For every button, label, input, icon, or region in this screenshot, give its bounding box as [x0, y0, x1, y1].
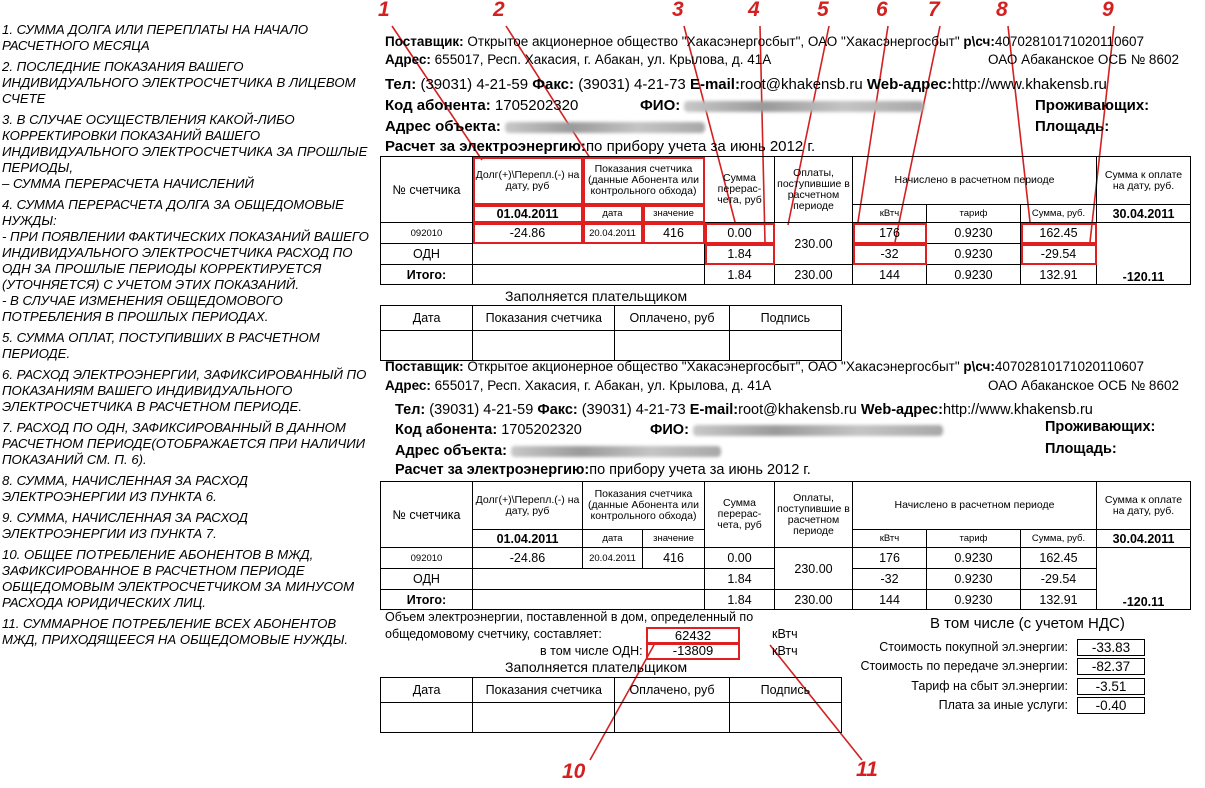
total-kwh: 144: [853, 590, 927, 610]
marker-6: 6: [876, 0, 888, 21]
tel-label: Тел:: [385, 76, 417, 93]
vat-item-2-value: -82.37: [1077, 658, 1145, 675]
col-paid: Оплаты, поступившие в расчетном периоде: [775, 157, 853, 223]
row1-date: 20.04.2011: [583, 223, 643, 244]
code-label: Код абонента:: [385, 97, 491, 114]
note-1: 1. СУММА ДОЛГА ИЛИ ПЕРЕПЛАТЫ НА НАЧАЛО РАСЧЕТНОГО МЕСЯЦА: [2, 22, 309, 53]
email-label: E-mail:: [689, 76, 740, 93]
col-charged: Начислено в расчетном периоде: [853, 482, 1097, 530]
row2-sum: -29.54: [1021, 569, 1097, 590]
total-recalc: 1.84: [705, 265, 775, 285]
email-label: E-mail:: [689, 402, 739, 418]
total-due: -120.11: [1097, 548, 1191, 610]
note-4: 4. СУММА ПЕРЕРАСЧЕТА ДОЛГА ЗА ОБЩЕДОМОВЫЕ НУЖДЫ: - ПРИ ПОЯВЛЕНИИ ФАКТИЧЕСКИХ ПОКАЗАНИЙ ВАШЕГО ИНДИВИДУАЛЬНОГО ЭЛЕКТРОСЧЕТЧИКА РАСХОД ПО ОДН ЗА ПРОШЛЫЕ ПЕРИОДЫ КОРРЕКТИРУЕТСЯ (УТОЧНЯЕТСЯ) С УЧЕТОМ ЭТИХ ПОКАЗАНИЙ. - В СЛУЧАЕ ИЗМЕНЕНИЯ ОБЩЕДОМОВОГО ПОТРЕБЛЕНИЯ В ПРОШЛЫХ ПЕРИОДАХ.: [2, 197, 369, 324]
supplier-name: Открытое акционерное общество "Хакасэнергосбыт", ОАО "Хакасэнергосбыт": [467, 359, 960, 374]
note-8: 8. СУММА, НАЧИСЛЕННАЯ ЗА РАСХОД ЭЛЕКТРОЭНЕРГИИ ИЗ ПУНКТА 6.: [2, 473, 248, 504]
bill-table: [380, 481, 1191, 610]
row1-recalc: 0.00: [705, 223, 775, 244]
col-meter: № счетчика: [381, 482, 473, 548]
col-recalc: Сумма перерас-чета, руб: [705, 482, 775, 548]
address-label: Адрес:: [385, 52, 431, 67]
supplier-label: Поставщик:: [385, 359, 464, 374]
fax-label: Факс:: [537, 402, 578, 418]
house-line2: общедомовому счетчику, составляет:: [385, 627, 602, 641]
note-5: 5. СУММА ОПЛАТ, ПОСТУПИВШИХ В РАСЧЕТНОМ ПЕРИОДЕ.: [2, 330, 320, 361]
fax-value: (39031) 4-21-73: [578, 76, 686, 93]
payer-col-date: Дата: [381, 678, 473, 703]
marker-10: 10: [562, 760, 586, 783]
fax-label: Факс:: [532, 76, 575, 93]
total-recalc: 1.84: [705, 590, 775, 610]
vat-item-1-value: -33.83: [1077, 639, 1145, 656]
payer-date-cell[interactable]: [381, 703, 473, 733]
account-label: р\сч:: [963, 34, 995, 49]
total-label: Итого:: [381, 265, 473, 285]
code-value: 1705202320: [501, 422, 582, 438]
fio-redacted: [693, 425, 943, 436]
row1-value: 416: [643, 548, 705, 569]
marker-7: 7: [928, 0, 940, 21]
total-sum: 132.91: [1021, 590, 1097, 610]
bill-lower: [380, 357, 1195, 713]
web-value: http://www.khakensb.ru: [951, 76, 1107, 93]
row2-tariff: 0.9230: [927, 244, 1021, 265]
object-redacted: [505, 122, 705, 133]
row1-value: 416: [643, 223, 705, 244]
total-due-date: 30.04.2011: [1097, 530, 1191, 548]
row1-paid: 230.00: [775, 223, 853, 265]
fio-label: ФИО:: [640, 97, 681, 114]
house-line1: Объем электроэнергии, поставленной в дом, определенный по: [385, 610, 754, 624]
marker-8: 8: [996, 0, 1008, 21]
address-value: 655017, Респ. Хакасия, г. Абакан, ул. Крылова, д. 41А: [434, 378, 772, 393]
col-total-due: Сумма к оплате на дату, руб.: [1097, 482, 1191, 530]
area-label: Площадь:: [1045, 441, 1117, 457]
payer-sign-cell[interactable]: [729, 331, 841, 361]
house-odn-unit: кВтч: [772, 644, 798, 658]
marker-11: 11: [856, 758, 878, 781]
account-label: р\сч:: [963, 359, 995, 374]
payer-col-readings: Показания счетчика: [473, 306, 615, 331]
row2-recalc: 1.84: [705, 569, 775, 590]
vat-item-2-label: Стоимость по передаче эл.энергии:: [860, 659, 1068, 673]
row2-sum: -29.54: [1021, 244, 1097, 265]
house-total-value: 62432: [646, 627, 740, 645]
payer-col-readings: Показания счетчика: [473, 678, 615, 703]
bank-name: ОАО Абаканское ОСБ № 8602: [988, 378, 1179, 393]
vat-item-1-label: Стоимость покупной эл.энергии:: [879, 640, 1068, 654]
row2-kwh: -32: [853, 244, 927, 265]
total-label: Итого:: [381, 590, 473, 610]
col-kwh: кВтч: [853, 205, 927, 223]
payer-col-sign: Подпись: [729, 306, 841, 331]
total-due-date: 30.04.2011: [1097, 205, 1191, 223]
col-value: значение: [643, 205, 705, 223]
account-number: 40702810171020110607: [994, 359, 1145, 374]
object-label: Адрес объекта:: [395, 443, 508, 459]
email-value: root@khakensb.ru: [739, 76, 863, 93]
total-due: -120.11: [1097, 223, 1191, 285]
payer-col-paid: Оплачено, руб: [615, 678, 729, 703]
object-label: Адрес объекта:: [385, 118, 501, 135]
note-10: 10. ОБЩЕЕ ПОТРЕБЛЕНИЕ АБОНЕНТОВ В МЖД, ЗАФИКСИРОВАННОЕ В РАСЧЕТНОМ ПЕРИОДЕ ОБЩЕДОМОВЫМ ЭЛЕКТРОСЧЕТЧИКОМ ЗА МИНУСОМ РАСХОДА ЮРИДИЧЕСКИХ ЛИЦ.: [2, 547, 355, 610]
object-redacted: [511, 446, 721, 457]
note-11: 11. СУММАРНОЕ ПОТРЕБЛЕНИЕ ВСЕХ АБОНЕНТОВ МЖД, ПРИХОДЯЩЕЕСЯ НА ОБЩЕДОМОВЫЕ НУЖДЫ.: [2, 616, 349, 647]
residents-label: Проживающих:: [1045, 419, 1156, 435]
note-6: 6. РАСХОД ЭЛЕКТРОЭНЕРГИИ, ЗАФИКСИРОВАННЫЙ ПО ПОКАЗАНИЯМ ВАШЕГО ИНДИВИДУАЛЬНОГО ЭЛЕКТРОСЧЕТЧИКА В РАСЧЕТНОМ ПЕРИОДЕ.: [2, 367, 367, 414]
total-tariff: 0.9230: [927, 265, 1021, 285]
total-paid: 230.00: [775, 265, 853, 285]
vat-item-4-value: -0.40: [1077, 697, 1145, 714]
vat-item-3-value: -3.51: [1077, 678, 1145, 695]
residents-label: Проживающих:: [1035, 97, 1150, 114]
row1-kwh: 176: [853, 548, 927, 569]
supplier-label: Поставщик:: [385, 34, 464, 49]
bill-table: [380, 156, 1191, 285]
row1-meter: 092010: [381, 548, 473, 569]
debt-date: 01.04.2011: [473, 530, 583, 548]
calc-value: по прибору учета за июнь 2012 г.: [585, 138, 816, 155]
address-label: Адрес:: [385, 378, 431, 393]
vat-item-4-label: Плата за иные услуги:: [938, 698, 1068, 712]
col-debt: Долг(+)\Перепл.(-) на дату, руб: [473, 482, 583, 530]
col-tariff: тариф: [927, 205, 1021, 223]
row1-tariff: 0.9230: [927, 223, 1021, 244]
row2-meter: ОДН: [381, 244, 473, 265]
fio-redacted: [684, 101, 924, 112]
code-label: Код абонента:: [395, 422, 498, 438]
bank-name: ОАО Абаканское ОСБ № 8602: [988, 52, 1179, 67]
house-total-unit: кВтч: [772, 627, 798, 641]
calc-label: Расчет за электроэнергию:: [395, 462, 590, 478]
col-recalc: Сумма перерас-чета, руб: [705, 157, 775, 223]
web-value: http://www.khakensb.ru: [942, 402, 1093, 418]
tel-label: Тел:: [395, 402, 426, 418]
col-readings: Показания счетчика (данные Абонента или контрольного обхода): [583, 157, 705, 205]
payer-readings-cell[interactable]: [473, 331, 615, 361]
bill-upper: [380, 32, 1195, 325]
payer-readings-cell[interactable]: [473, 703, 615, 733]
col-sum: Сумма, руб.: [1021, 530, 1097, 548]
col-value: значение: [643, 530, 705, 548]
row1-tariff: 0.9230: [927, 548, 1021, 569]
payer-title: Заполняется плательщиком: [505, 288, 688, 304]
supplier-name: Открытое акционерное общество "Хакасэнергосбыт", ОАО "Хакасэнергосбыт": [467, 34, 960, 49]
col-paid: Оплаты, поступившие в расчетном периоде: [775, 482, 853, 548]
row2-tariff: 0.9230: [927, 569, 1021, 590]
row1-recalc: 0.00: [705, 548, 775, 569]
email-value: root@khakensb.ru: [738, 402, 857, 418]
payer-paid-cell[interactable]: [615, 331, 729, 361]
marker-2: 2: [493, 0, 505, 21]
note-2: 2. ПОСЛЕДНИЕ ПОКАЗАНИЯ ВАШЕГО ИНДИВИДУАЛЬНОГО ЭЛЕКТРОСЧЕТЧИКА В ЛИЦЕВОМ СЧЕТЕ: [2, 59, 356, 106]
calc-value: по прибору учета за июнь 2012 г.: [589, 462, 811, 478]
tel-value: (39031) 4-21-59: [420, 76, 529, 93]
payer-col-date: Дата: [381, 306, 473, 331]
account-number: 40702810171020110607: [994, 34, 1145, 49]
code-value: 1705202320: [494, 97, 579, 114]
col-total-due: Сумма к оплате на дату, руб.: [1097, 157, 1191, 205]
vat-item-3-label: Тариф на сбыт эл.энергии:: [911, 679, 1068, 693]
area-label: Площадь:: [1035, 118, 1110, 135]
total-tariff: 0.9230: [927, 590, 1021, 610]
row2-meter: ОДН: [381, 569, 473, 590]
marker-4: 4: [748, 0, 760, 21]
vat-title: В том числе (с учетом НДС): [930, 615, 1125, 632]
address-value: 655017, Респ. Хакасия, г. Абакан, ул. Крылова, д. 41А: [434, 52, 772, 67]
col-date: дата: [583, 530, 643, 548]
web-label: Web-адрес:: [860, 402, 943, 418]
col-date: дата: [583, 205, 643, 223]
calc-label: Расчет за электроэнергию:: [385, 138, 586, 155]
col-tariff: тариф: [927, 530, 1021, 548]
row1-debt: -24.86: [473, 223, 583, 244]
payer-title: Заполняется плательщиком: [505, 659, 688, 675]
payer-sign-cell[interactable]: [729, 703, 841, 733]
payer-col-paid: Оплачено, руб: [615, 306, 729, 331]
house-odn-value: -13809: [646, 642, 740, 660]
fio-label: ФИО:: [650, 422, 689, 438]
col-charged: Начислено в расчетном периоде: [853, 157, 1097, 205]
row1-sum: 162.45: [1021, 548, 1097, 569]
payer-date-cell[interactable]: [381, 331, 473, 361]
payer-col-sign: Подпись: [729, 678, 841, 703]
row1-kwh: 176: [853, 223, 927, 244]
payer-paid-cell[interactable]: [615, 703, 729, 733]
marker-1: 1: [378, 0, 390, 21]
row1-sum: 162.45: [1021, 223, 1097, 244]
row1-meter: 092010: [381, 223, 473, 244]
col-kwh: кВтч: [853, 530, 927, 548]
row1-debt: -24.86: [473, 548, 583, 569]
marker-9: 9: [1102, 0, 1114, 21]
note-9: 9. СУММА, НАЧИСЛЕННАЯ ЗА РАСХОД ЭЛЕКТРОЭНЕРГИИ ИЗ ПУНКТА 7.: [2, 510, 248, 541]
tel-value: (39031) 4-21-59: [429, 402, 534, 418]
total-sum: 132.91: [1021, 265, 1097, 285]
col-debt: Долг(+)\Перепл.(-) на дату, руб: [473, 157, 583, 205]
col-sum: Сумма, руб.: [1021, 205, 1097, 223]
payer-table: [380, 677, 842, 733]
house-odn-label: в том числе ОДН:: [540, 644, 643, 658]
total-paid: 230.00: [775, 590, 853, 610]
total-kwh: 144: [853, 265, 927, 285]
marker-5: 5: [817, 0, 829, 21]
col-meter: № счетчика: [381, 157, 473, 223]
col-readings: Показания счетчика (данные Абонента или контрольного обхода): [583, 482, 705, 530]
row2-recalc: 1.84: [705, 244, 775, 265]
payer-table: [380, 305, 842, 361]
fax-value: (39031) 4-21-73: [581, 402, 686, 418]
web-label: Web-адрес:: [866, 76, 952, 93]
marker-3: 3: [672, 0, 684, 21]
note-7: 7. РАСХОД ПО ОДН, ЗАФИКСИРОВАННЫЙ В ДАННОМ РАСЧЕТНОМ ПЕРИОДЕ(ОТОБРАЖАЕТСЯ ПРИ НАЛИЧИИ ПОКАЗАНИЙ СМ. П. 6).: [2, 420, 366, 467]
debt-date: 01.04.2011: [473, 205, 583, 223]
row1-paid: 230.00: [775, 548, 853, 590]
row2-kwh: -32: [853, 569, 927, 590]
note-3: 3. В СЛУЧАЕ ОСУЩЕСТВЛЕНИЯ КАКОЙ-ЛИБО КОРРЕКТИРОВКИ ПОКАЗАНИЙ ВАШЕГО ИНДИВИДУАЛЬНОГО ЭЛЕКТРОСЧЕТЧИКА ЗА ПРОШЛЫЕ ПЕРИОДЫ, – СУММА ПЕРЕРАСЧЕТА НАЧИСЛЕНИЙ: [2, 112, 368, 191]
row1-date: 20.04.2011: [583, 548, 643, 569]
